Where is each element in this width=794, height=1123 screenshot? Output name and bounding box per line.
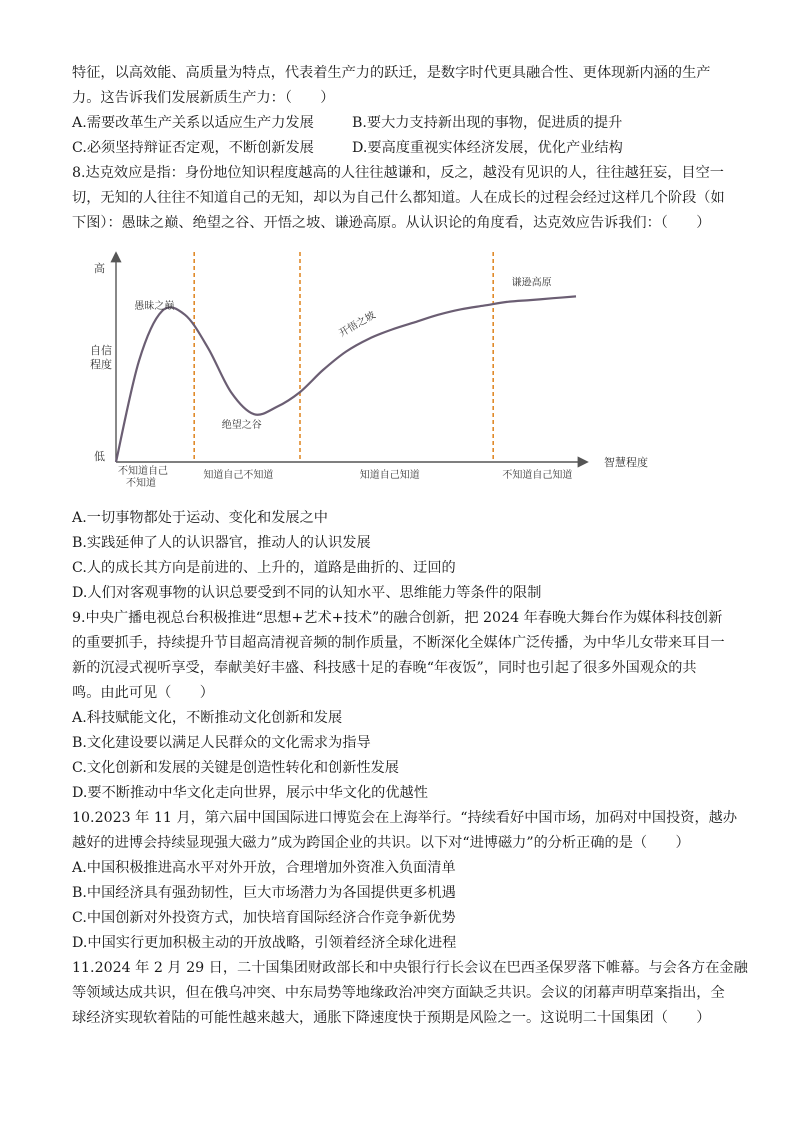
q10-option-b: B.中国经济具有强劲韧性，巨大市场潜力为各国提供更多机遇 <box>72 885 456 901</box>
q7-option-a: A.需要改革生产关系以适应生产力发展 <box>72 115 314 131</box>
q9-stem-line: 鸣。由此可见（ ） <box>72 685 214 701</box>
q10-option-d: D.中国实行更加积极主动的开放战略，引领着经济全球化进程 <box>72 935 457 951</box>
y-tick-label: 高 <box>94 262 105 275</box>
annotation-valley: 绝望之谷 <box>221 420 262 432</box>
y-tick-label: 低 <box>94 450 105 463</box>
q8-option-d: D.人们对客观事物的认识总要受到不同的认知水平、思维能力等条件的限制 <box>72 585 542 601</box>
q8-option-a: A.一切事物都处于运动、变化和发展之中 <box>72 510 328 526</box>
q11-stem-line: 球经济实现软着陆的可能性越来越大，通胀下降速度快于预期是风险之一。这说明二十国集团（ ） <box>72 1010 711 1026</box>
y-axis-label: 程度 <box>90 358 112 371</box>
q10-option-a: A.中国积极推进高水平对外开放，合理增加外资准入负面清单 <box>72 860 456 876</box>
q9-option-a: A.科技赋能文化，不断推动文化创新和发展 <box>72 710 343 726</box>
q7-option-b: B.要大力支持新出现的事物，促进质的提升 <box>352 115 623 131</box>
annotation-slope: 开悟之坡 <box>337 309 378 340</box>
y-axis-label: 自信 <box>90 344 112 357</box>
stage-label: 知道自己不知道 <box>203 470 274 481</box>
q7-option-c: C.必须坚持辩证否定观，不断创新发展 <box>72 140 314 156</box>
q7-option-d: D.要高度重视实体经济发展，优化产业结构 <box>352 140 623 156</box>
stage-label: 知道自己知道 <box>359 470 420 481</box>
q9-stem-line: 9.中央广播电视总台积极推进“思想+艺术+技术”的融合创新，把 2024 年春晚大舞台作为媒体科技创新 <box>72 610 723 626</box>
q9-option-c: C.文化创新和发展的关键是创造性转化和创新性发展 <box>72 760 399 776</box>
q9-stem-line: 的重要抓手，持续提升节目超高清视音频的制作质量，不断深化全媒体广泛传播，为中华儿女带来耳目一 <box>72 635 725 651</box>
q7-stem-line: 特征，以高效能、高质量为特点，代表着生产力的跃迁，是数字时代更具融合性、更体现新内涵的生产 <box>72 65 711 81</box>
q8-stem-line: 8.达克效应是指：身份地位知识程度越高的人往往越谦和，反之，越没有见识的人，往往越狂妄，目空一 <box>72 165 724 181</box>
confidence-curve <box>116 296 576 462</box>
q7-stem-line: 力。这告诉我们发展新质生产力：（ ） <box>72 90 335 106</box>
x-axis-label: 智慧程度 <box>604 456 648 469</box>
q11-stem-line: 11.2024 年 2 月 29 日，二十国集团财政部长和中央银行行长会议在巴西圣保罗落下帷幕。与会各方在金融 <box>72 960 748 976</box>
q10-option-c: C.中国创新对外投资方式，加快培育国际经济合作竞争新优势 <box>72 910 456 926</box>
annotation-plateau: 谦逊高原 <box>511 277 552 289</box>
dunning-kruger-chart <box>84 248 670 494</box>
q8-option-c: C.人的成长其方向是前进的、上升的，道路是曲折的、迂回的 <box>72 560 456 576</box>
q8-stem-line: 下图）：愚昧之巅、绝望之谷、开悟之坡、谦逊高原。从认识论的角度看，达克效应告诉我们：（ ） <box>72 215 711 231</box>
q9-option-b: B.文化建设要以满足人民群众的文化需求为指导 <box>72 735 371 751</box>
q8-stem-line: 切，无知的人往往不知道自己的无知，却以为自己什么都知道。人在成长的过程会经过这样几个阶段（如 <box>72 190 725 206</box>
q11-stem-line: 等领域达成共识，但在俄乌冲突、中东局势等地缘政治冲突方面缺乏共识。会议的闭幕声明草案指出，全 <box>72 985 725 1001</box>
stage-label: 不知道自己知道 <box>502 470 573 481</box>
q9-stem-line: 新的沉浸式视听享受，奉献美好丰盛、科技感十足的春晚“年夜饭”，同时也引起了很多外国观众的共 <box>72 660 697 676</box>
q10-stem-line: 越好的进博会持续显现强大磁力”成为跨国企业的共识。以下对“进博磁力”的分析正确的是（ ） <box>72 835 690 851</box>
q10-stem-line: 10.2023 年 11 月，第六届中国国际进口博览会在上海举行。“持续看好中国市场，加码对中国投资，越办 <box>72 810 738 826</box>
annotation-peak: 愚昧之巅 <box>134 301 175 313</box>
q8-option-b: B.实践延伸了人的认识器官，推动人的认识发展 <box>72 535 371 551</box>
stage-label: 不知道 <box>126 478 156 489</box>
q9-option-d: D.要不断推动中华文化走向世界，展示中华文化的优越性 <box>72 785 428 801</box>
stage-label: 不知道自己 <box>118 466 168 477</box>
